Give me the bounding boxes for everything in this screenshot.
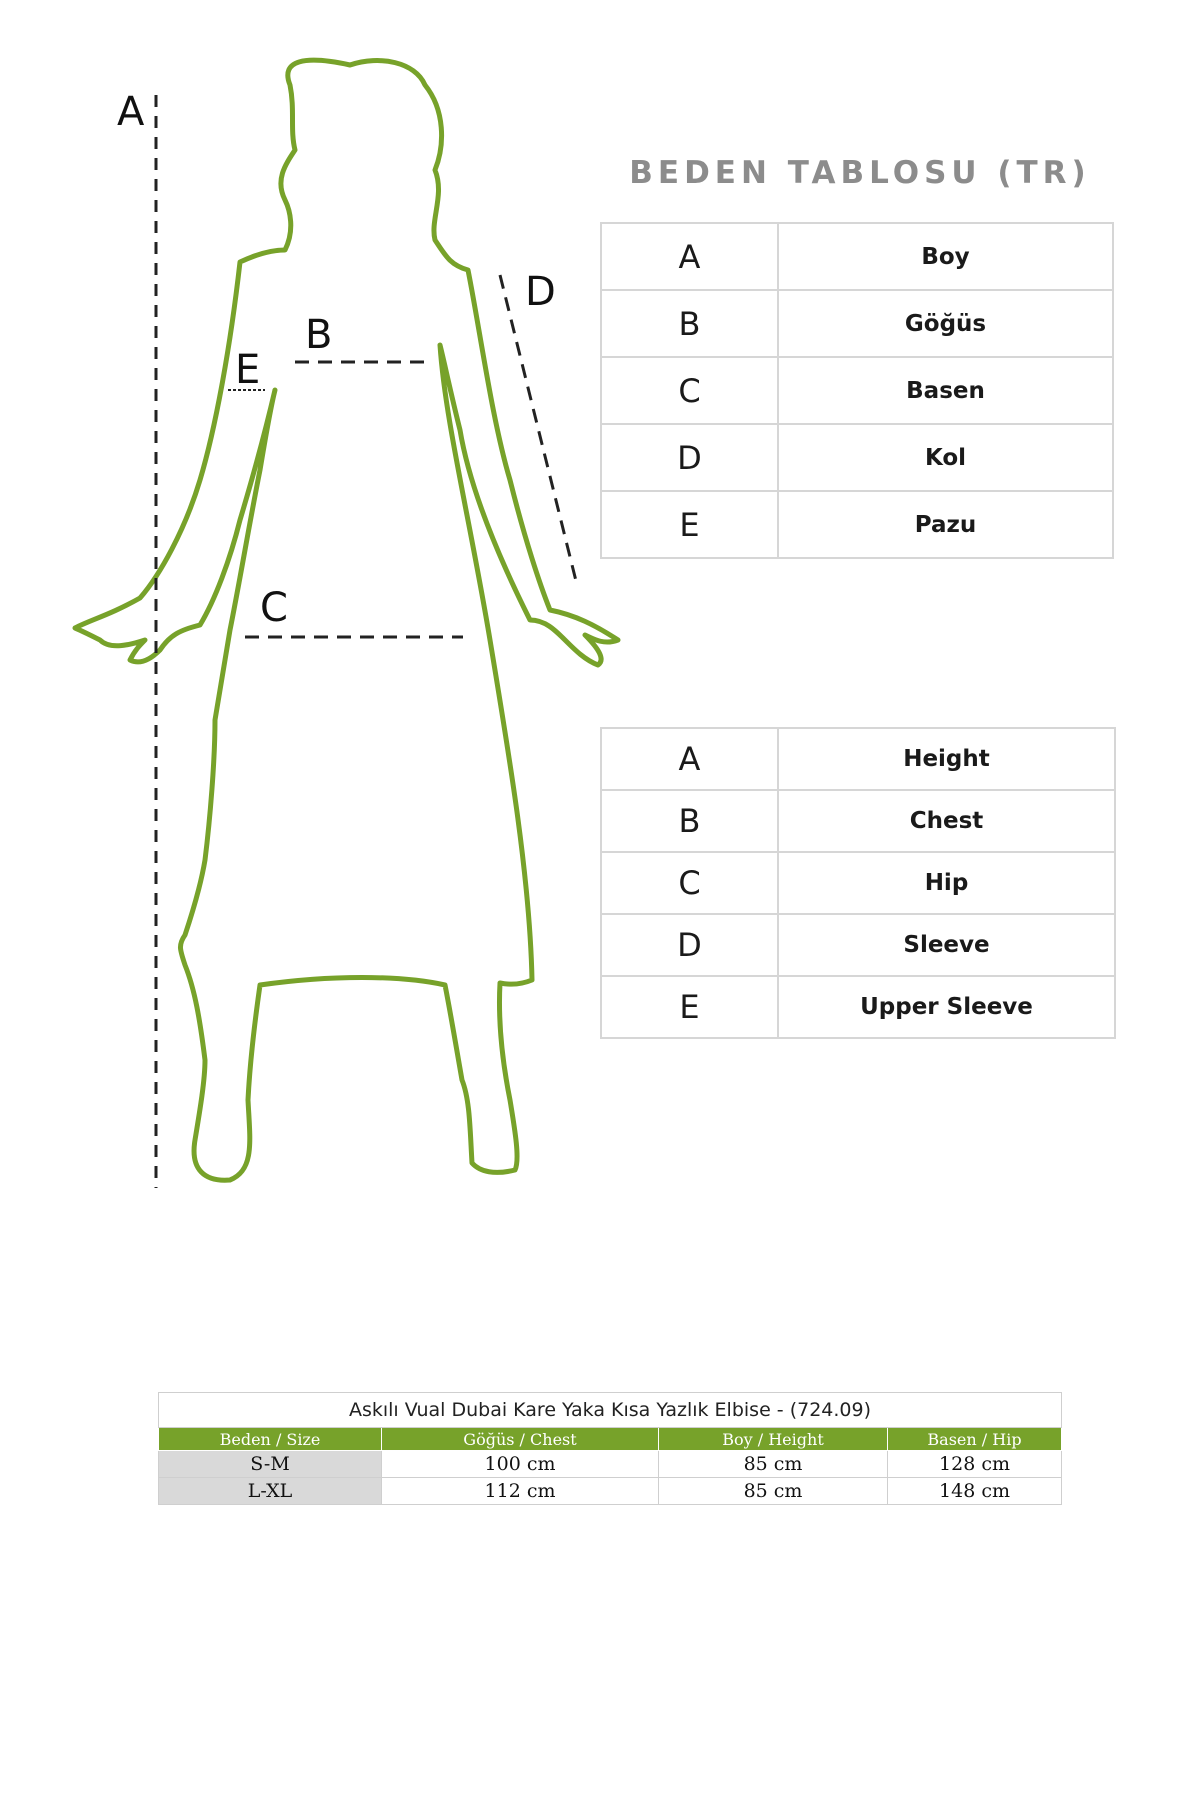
legend-row — [601, 357, 1113, 424]
size-table-caption-row — [159, 1393, 1062, 1428]
label-e: E — [235, 347, 261, 393]
legend-row — [601, 491, 1113, 558]
header-chest: Göğüs / Chest — [382, 1428, 659, 1451]
legend-row — [601, 290, 1113, 357]
page-title: BEDEN TABLOSU (TR) — [629, 155, 1091, 191]
legend-key: D — [601, 424, 778, 491]
legend-key: E — [601, 491, 778, 558]
table-row — [159, 1478, 1062, 1505]
legend-value: Pazu — [778, 491, 1113, 558]
legend-value: Chest — [778, 790, 1115, 852]
size-table-title: Askılı Vual Dubai Kare Yaka Kısa Yazlık Elbise - (724.09) — [159, 1393, 1062, 1428]
measure-line-d — [500, 275, 577, 585]
header-hip: Basen / Hip — [888, 1428, 1062, 1451]
size-table — [158, 1392, 1062, 1505]
size-table-header-row — [159, 1428, 1062, 1451]
legend-value: Göğüs — [778, 290, 1113, 357]
size-cell: S-M — [159, 1451, 382, 1478]
size-cell: L-XL — [159, 1478, 382, 1505]
legend-key: A — [601, 728, 778, 790]
legend-value: Hip — [778, 852, 1115, 914]
chest-cell: 112 cm — [382, 1478, 659, 1505]
label-a: A — [117, 89, 145, 135]
label-b: B — [305, 312, 333, 358]
legend-value: Boy — [778, 223, 1113, 290]
header-height: Boy / Height — [659, 1428, 888, 1451]
hip-cell: 148 cm — [888, 1478, 1062, 1505]
legend-row — [601, 728, 1115, 790]
legend-value: Kol — [778, 424, 1113, 491]
table-row — [159, 1451, 1062, 1478]
label-d: D — [525, 269, 556, 315]
legend-key: B — [601, 790, 778, 852]
legend-key: E — [601, 976, 778, 1038]
legend-row — [601, 976, 1115, 1038]
label-c: C — [260, 585, 288, 631]
legend-row — [601, 424, 1113, 491]
legend-table-en — [600, 727, 1116, 1039]
legend-row — [601, 914, 1115, 976]
height-cell: 85 cm — [659, 1451, 888, 1478]
legend-key: B — [601, 290, 778, 357]
header-size: Beden / Size — [159, 1428, 382, 1451]
legend-row — [601, 852, 1115, 914]
legend-key: A — [601, 223, 778, 290]
dress-silhouette-figure — [0, 0, 640, 1220]
legend-value: Basen — [778, 357, 1113, 424]
height-cell: 85 cm — [659, 1478, 888, 1505]
legend-value: Upper Sleeve — [778, 976, 1115, 1038]
legend-key: D — [601, 914, 778, 976]
hip-cell: 128 cm — [888, 1451, 1062, 1478]
legend-row — [601, 790, 1115, 852]
legend-value: Sleeve — [778, 914, 1115, 976]
legend-key: C — [601, 357, 778, 424]
legend-value: Height — [778, 728, 1115, 790]
legend-key: C — [601, 852, 778, 914]
legend-row — [601, 223, 1113, 290]
chest-cell: 100 cm — [382, 1451, 659, 1478]
legend-table-tr — [600, 222, 1114, 559]
